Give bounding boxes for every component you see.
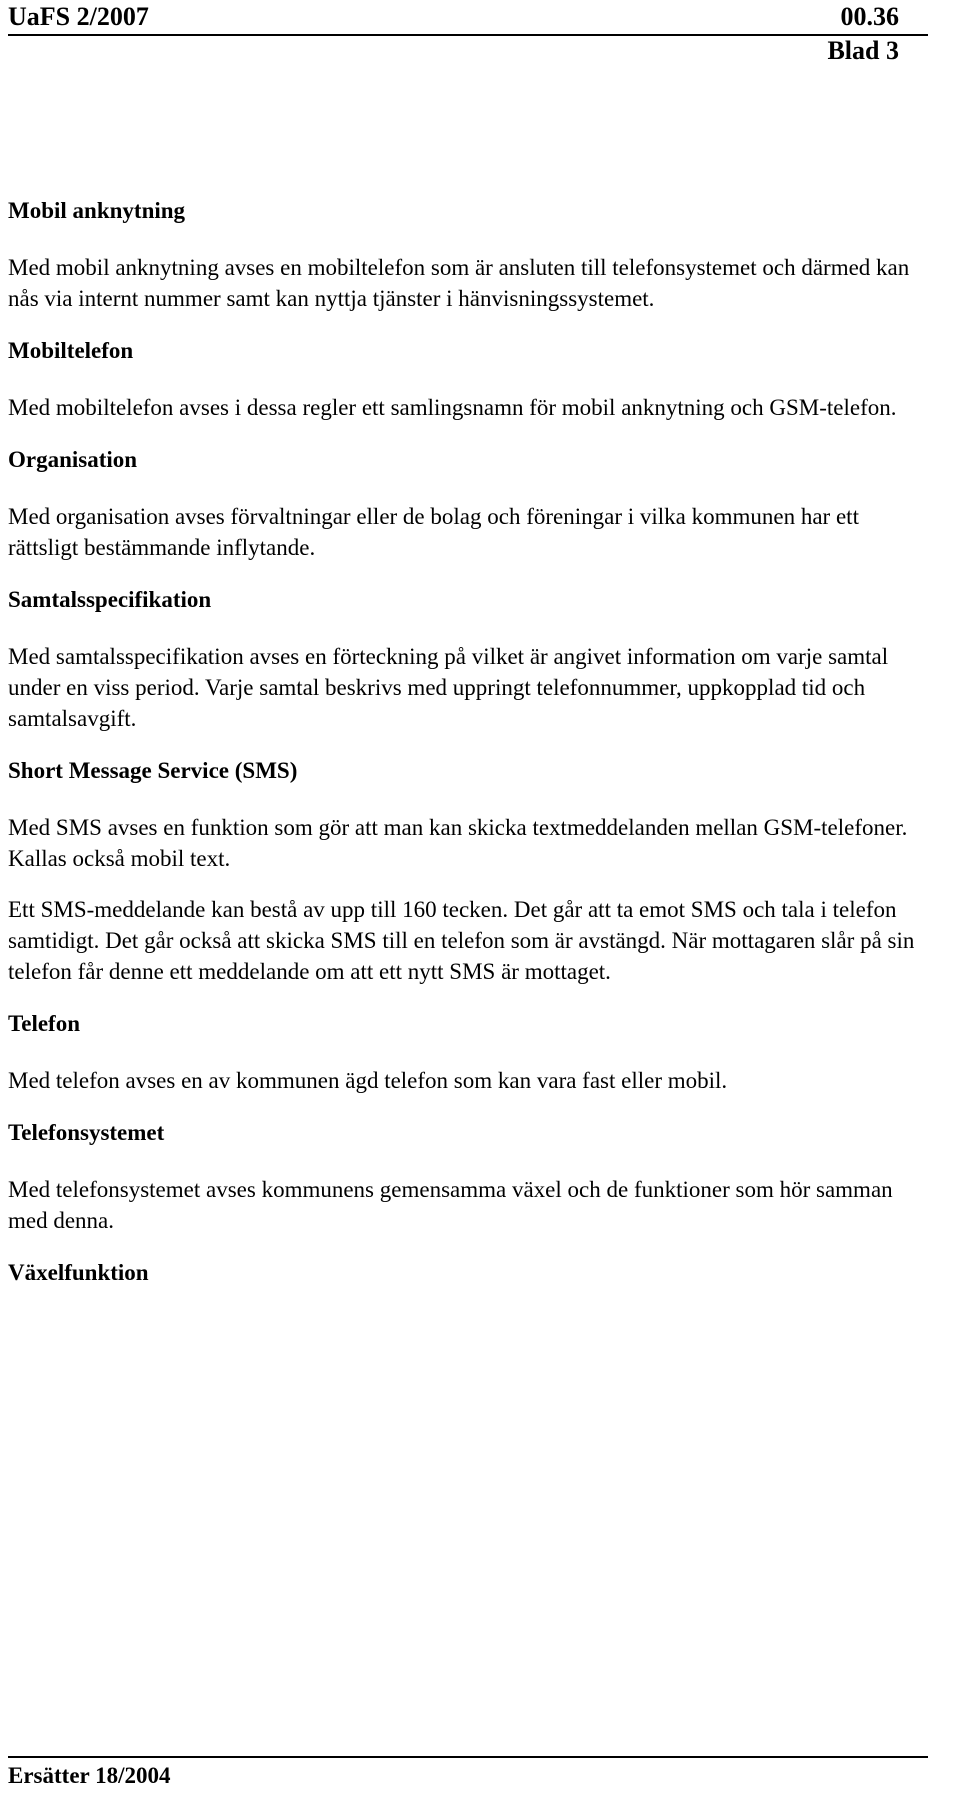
section-vaxelfunktion [8,1258,928,1288]
section-mobil-anknytning [8,196,928,314]
section-telefon [8,1009,928,1096]
section-paragraph: Med telefonsystemet avses kommunens gemensamma växel och de funktioner som hör samman med denna. [8,1177,893,1233]
section-sms [8,756,928,987]
section-mobiltelefon [8,336,928,423]
section-heading: Mobil anknytning [8,198,186,223]
section-heading: Telefon [8,1011,80,1036]
section-heading: Växelfunktion [8,1260,149,1285]
section-heading: Organisation [8,447,138,472]
sheet-number: Blad 3 [827,36,899,65]
section-telefonsystemet [8,1118,928,1236]
section-paragraph: Ett SMS-meddelande kan bestå av upp till 160 tecken. Det går att ta emot SMS och tala i telefon samtidigt. Det går också att skicka SMS till en telefon som är avstängd. När mottagaren slår på sin telefon får denne ett meddelande om att ett nytt SMS är mottaget. [8,897,915,984]
document-reference: UaFS 2/2007 [8,2,149,31]
section-heading: Samtalsspecifikation [8,587,212,612]
section-paragraph: Med mobil anknytning avses en mobiltelefon som är ansluten till telefonsystemet och därmed kan nås via internt nummer samt kan nyttja tjänster i hänvisningssystemet. [8,255,910,311]
section-paragraph: Med samtalsspecifikation avses en förteckning på vilket är angivet information om varje samtal under en viss period. Varje samtal beskrivs med uppringt telefonnummer, uppkopplad tid och samtalsavgift. [8,644,889,731]
section-heading: Telefonsystemet [8,1120,165,1145]
section-paragraph: Med telefon avses en av kommunen ägd telefon som kan vara fast eller mobil. [8,1068,728,1093]
section-paragraph: Med SMS avses en funktion som gör att man kan skicka textmeddelanden mellan GSM-telefoner. Kallas också mobil text. [8,815,908,871]
section-heading: Short Message Service (SMS) [8,758,298,783]
page-header [8,0,928,36]
section-paragraph: Med organisation avses förvaltningar eller de bolag och föreningar i vilka kommunen har ett rättsligt bestämmande inflytande. [8,504,859,560]
section-heading: Mobiltelefon [8,338,134,363]
section-organisation [8,445,928,563]
page-footer [8,1756,928,1794]
document-page [8,0,928,1798]
document-body [8,196,928,1314]
section-number: 00.36 [840,2,899,31]
replaces-note: Ersätter 18/2004 [8,1763,171,1788]
section-samtalsspecifikation [8,585,928,734]
section-paragraph: Med mobiltelefon avses i dessa regler ett samlingsnamn för mobil anknytning och GSM-telefon. [8,395,897,420]
